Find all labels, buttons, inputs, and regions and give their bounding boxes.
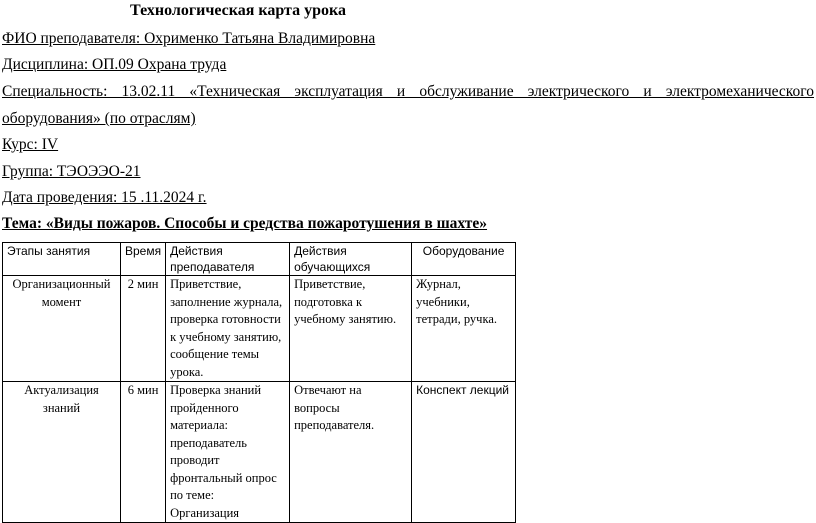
cell-student-actions: Приветствие, подготовка к учебному занятию. [290, 276, 412, 382]
topic-line: Тема: «Виды пожаров. Способы и средства пожаротушения в шахте» [2, 215, 488, 232]
group-line: Группа: ТЭОЭЭО-21 [2, 163, 141, 180]
cell-stage: Актуализация знаний [3, 382, 121, 523]
date-line: Дата проведения: 15 .11.2024 г. [2, 189, 207, 206]
specialty-line-2: оборудования» (по отраслям) [2, 110, 196, 127]
table-header-row [3, 243, 516, 276]
cell-equipment: Журнал, учебники, тетради, ручка. [412, 276, 516, 382]
course-line: Курс: IV [2, 136, 59, 153]
cell-teacher-actions: Проверка знаний пройденного материала: преподаватель проводит фронтальный опрос по теме: Организация [166, 382, 290, 523]
cell-time: 6 мин [121, 382, 166, 523]
document-title: Технологическая карта урока [130, 2, 346, 19]
cell-stage: Организационный момент [3, 276, 121, 382]
header-equipment: Оборудование [412, 243, 516, 276]
cell-teacher-actions: Приветствие, заполнение журнала, проверка готовности к учебному занятию, сообщение темы урока. [166, 276, 290, 382]
table-row [3, 382, 516, 523]
header-teacher-actions: Действия преподавателя [166, 243, 290, 276]
lesson-plan-table [2, 242, 516, 523]
table-row [3, 276, 516, 382]
header-stages: Этапы занятия [3, 243, 121, 276]
header-student-actions: Действия обучающихся [290, 243, 412, 276]
cell-student-actions: Отвечают на вопросы преподавателя. [290, 382, 412, 523]
header-time: Время [121, 243, 166, 276]
teacher-line: ФИО преподавателя: Охрименко Татьяна Владимировна [2, 30, 376, 47]
cell-time: 2 мин [121, 276, 166, 382]
specialty-line-1: Специальность: 13.02.11 «Техническая эксплуатация и обслуживание электрического и электромеханического [2, 83, 814, 100]
cell-equipment: Конспект лекций [412, 382, 516, 523]
discipline-line: Дисциплина: ОП.09 Охрана труда [2, 56, 227, 73]
